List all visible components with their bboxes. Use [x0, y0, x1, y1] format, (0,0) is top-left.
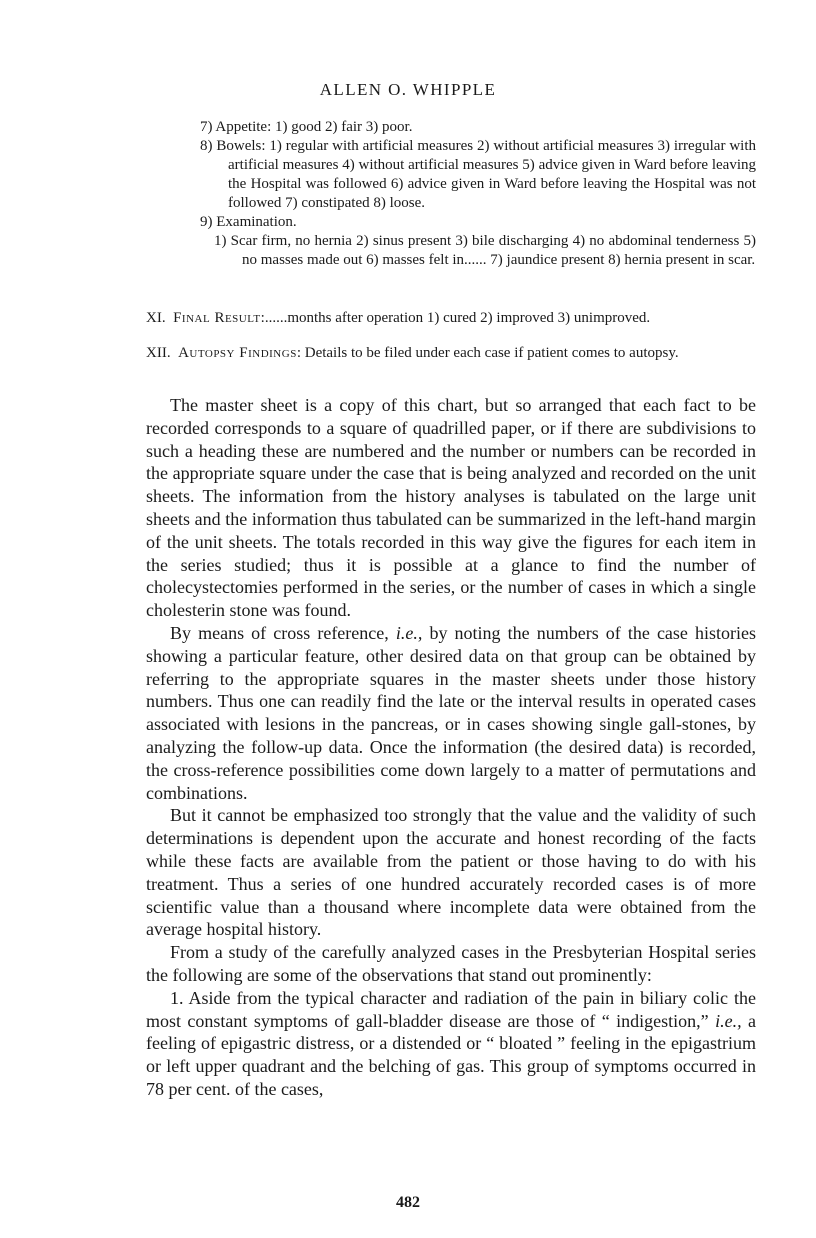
- running-header: ALLEN O. WHIPPLE: [319, 80, 497, 99]
- section-xi-label: Final Result: [173, 310, 261, 326]
- examination-detail: 1) Scar firm, no hernia 2) sinus present 3) bile discharging 4) no abdominal tenderness 5) no masses made out 6) masses felt in...... 7) jaundice present 8) hernia present in scar.: [214, 233, 756, 268]
- page-number: 482: [396, 1194, 420, 1211]
- paragraph-emphasis: But it cannot be emphasized too strongly that the value and the validity of such determinations is dependent upon the accurate and honest recording of the facts while these facts are available from the patient or those having to do with his treatment. Thus a series of one hundred accurately recorded cases is of more scientific value than a thousand where incomplete data were obtained from the average hospital history.: [146, 805, 756, 940]
- follow-up-item-list: [200, 118, 756, 270]
- section-xii-text: : Details to be filed under each case if patient comes to autopsy.: [296, 345, 679, 361]
- paragraph-master-sheet: The master sheet is a copy of this chart, but so arranged that each fact to be recorded corresponds to a square of quadrilled paper, or if there are subdivisions to such a heading these are numbered and the number or numbers can be recorded in the appropriate square under the case that is being analyzed and recorded on the unit sheets. The information from the history analyses is tabulated on the large unit sheets and the information thus tabulated can be summarized in the left-hand margin of the unit sheets. The totals recorded in this way give the figures for each item in the series studied; thus it is possible at a glance to find the number of cholecystectomies performed in the series, or the number of cases in which a single cholesterin stone was found.: [146, 395, 756, 621]
- p5-ie: i.e.,: [715, 1010, 742, 1031]
- paragraph-indigestion: [146, 987, 756, 1101]
- section-xi-number: XI.: [146, 310, 166, 326]
- p5-text-b: a feeling of epigastric distress, or a distended or “ bloated ” feeling in the epigastrium or left upper quadrant and the belching of gas. This group of symptoms occurred in 78 per cent. of the cases,: [146, 1010, 756, 1099]
- section-xi-text: :......months after operation 1) cured 2) improved 3) unimproved.: [260, 310, 651, 326]
- p2-text-b: by noting the numbers of the case histories showing a particular feature, other desired data on that group can be obtained by referring to the appropriate squares in the master sheets under those history numbers. Thus one can readily find the late or the interval results in operated cases associated with lesions in the pancreas, or in cases showing single gall-stones, by analyzing the follow-up data. Once the information (the desired data) is recorded, the cross-reference possibilities come down largely to a matter of permutations and combinations.: [146, 622, 757, 803]
- bowels-item: 8) Bowels: 1) regular with artificial measures 2) without artificial measures 3) irregular with artificial measures 4) without artificial measures 5) advice given in Ward before leaving the Hospital was followed 6) advice given in Ward before leaving the Hospital was not followed 7) constipated 8) loose.: [200, 138, 756, 211]
- paragraph-observations: From a study of the carefully analyzed cases in the Presbyterian Hospital series the following are some of the observations that stand out prominently:: [146, 942, 756, 985]
- body-text: [146, 394, 756, 1101]
- section-xii-number: XII.: [146, 345, 171, 361]
- section-xii-label: Autopsy Findings: [178, 345, 297, 361]
- appetite-item: 7) Appetite: 1) good 2) fair 3) poor.: [200, 119, 413, 135]
- p2-text-a: By means of cross reference,: [170, 622, 396, 643]
- paragraph-cross-reference: [146, 622, 756, 804]
- p2-ie: i.e.,: [395, 622, 423, 643]
- p5-text-a: 1. Aside from the typical character and radiation of the pain in biliary colic the most constant symptoms of gall-bladder disease are those of “ indigestion,”: [146, 987, 756, 1031]
- section-xi: [146, 309, 756, 328]
- section-xii: [146, 344, 756, 363]
- examination-item: 9) Examination.: [200, 214, 297, 230]
